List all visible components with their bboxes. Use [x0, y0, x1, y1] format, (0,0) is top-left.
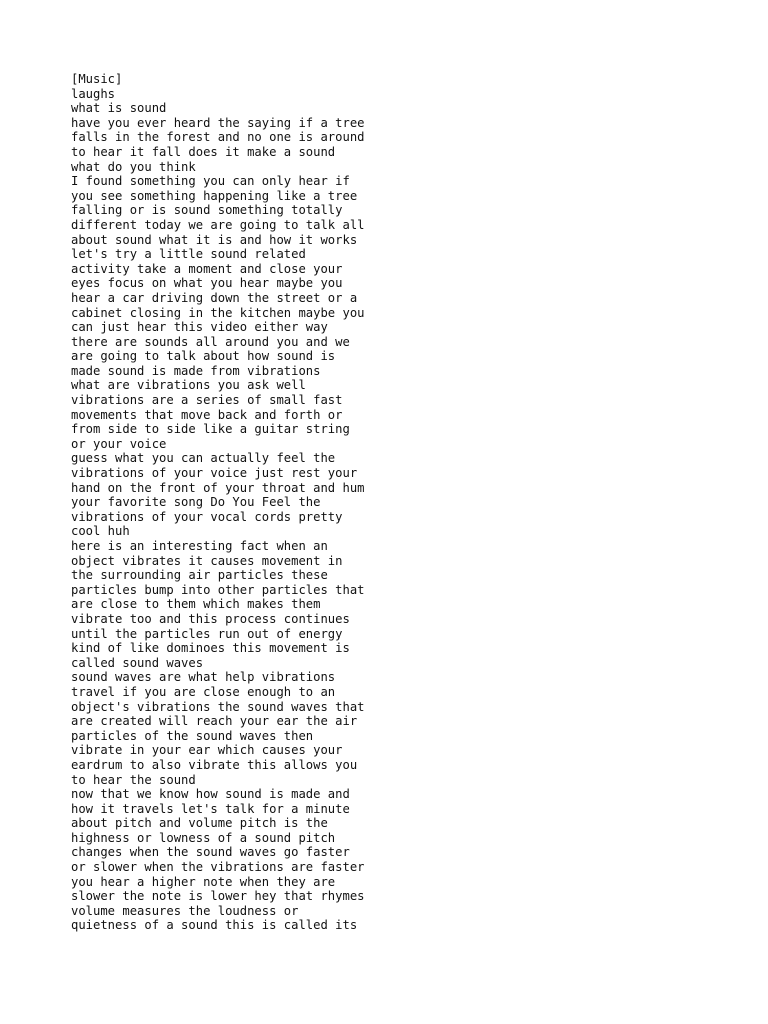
transcript-line: hear a car driving down the street or a: [71, 290, 358, 305]
transcript-line: are created will reach your ear the air: [71, 714, 358, 729]
transcript-line: have you ever heard the saying if a tree: [71, 115, 365, 130]
transcript-line: what are vibrations you ask well: [71, 378, 306, 393]
transcript-line: you hear a higher note when they are: [71, 874, 336, 889]
transcript-line: made sound is made from vibrations: [71, 363, 321, 378]
transcript-line: particles bump into other particles that: [71, 582, 365, 597]
transcript-line: object vibrates it causes movement in: [71, 553, 343, 568]
transcript-line: sound waves are what help vibrations: [71, 670, 336, 685]
transcript-line: about sound what it is and how it works: [71, 232, 358, 247]
transcript-line: the surrounding air particles these: [71, 568, 328, 583]
transcript-line: object's vibrations the sound waves that: [71, 699, 365, 714]
transcript-line: now that we know how sound is made and: [71, 787, 350, 802]
transcript-line: vibrations of your voice just rest your: [71, 466, 358, 481]
transcript-line: travel if you are close enough to an: [71, 684, 336, 699]
transcript-line: from side to side like a guitar string: [71, 422, 350, 437]
transcript-line: eyes focus on what you hear maybe you: [71, 276, 343, 291]
transcript-line: [Music]: [71, 72, 123, 86]
transcript-line: your favorite song Do You Feel the: [71, 495, 321, 510]
transcript-line: can just hear this video either way: [71, 320, 328, 335]
transcript-line: slower the note is lower hey that rhymes: [71, 889, 365, 904]
transcript-line: here is an interesting fact when an: [71, 539, 328, 553]
transcript-line: eardrum to also vibrate this allows you: [71, 757, 358, 772]
transcript-line: falling or is sound something totally: [71, 203, 343, 218]
transcript-line: you see something happening like a tree: [71, 188, 358, 203]
transcript-line: activity take a moment and close your: [71, 261, 343, 276]
transcript-line: kind of like dominoes this movement is: [71, 641, 350, 656]
transcript-line: called sound waves: [71, 655, 204, 670]
transcript-line: I found something you can only hear if: [71, 174, 350, 189]
transcript-line: are going to talk about how sound is: [71, 349, 336, 364]
transcript-line: movements that move back and forth or: [71, 407, 343, 422]
transcript-line: until the particles run out of energy: [71, 626, 343, 641]
transcript-line: hand on the front of your throat and hum: [71, 480, 365, 495]
transcript-line: to hear the sound: [71, 772, 196, 787]
transcript-line: there are sounds all around you and we: [71, 334, 350, 349]
transcript-line: vibrate in your ear which causes your: [71, 743, 343, 758]
transcript-line: or slower when the vibrations are faster: [71, 860, 365, 875]
transcript-line: let's try a little sound related: [71, 247, 306, 262]
transcript-line: about pitch and volume pitch is the: [71, 816, 328, 831]
transcript-line: vibrations are a series of small fast: [71, 393, 343, 408]
transcript-text: [71, 72, 365, 933]
transcript-line: volume measures the loudness or: [71, 903, 299, 918]
transcript-line: different today we are going to talk all: [71, 217, 365, 232]
transcript-line: falls in the forest and no one is around: [71, 130, 365, 145]
transcript-line: vibrations of your vocal cords pretty: [71, 509, 343, 524]
transcript-line: quietness of a sound this is called its: [71, 918, 358, 933]
transcript-line: cool huh: [71, 524, 130, 539]
transcript-line: or your voice: [71, 436, 167, 451]
transcript-line: cabinet closing in the kitchen maybe you: [71, 305, 365, 320]
transcript-line: what is sound: [71, 101, 167, 116]
transcript-line: highness or lowness of a sound pitch: [71, 830, 336, 845]
transcript-line: changes when the sound waves go faster: [71, 845, 350, 860]
transcript-line: what do you think: [71, 159, 196, 174]
transcript-line: guess what you can actually feel the: [71, 451, 336, 466]
transcript-line: laughs: [71, 86, 116, 101]
transcript-line: how it travels let's talk for a minute: [71, 801, 350, 816]
transcript-line: to hear it fall does it make a sound: [71, 144, 336, 159]
transcript-line: vibrate too and this process continues: [71, 611, 350, 626]
transcript-line: are close to them which makes them: [71, 597, 321, 612]
transcript-line: particles of the sound waves then: [71, 728, 314, 743]
